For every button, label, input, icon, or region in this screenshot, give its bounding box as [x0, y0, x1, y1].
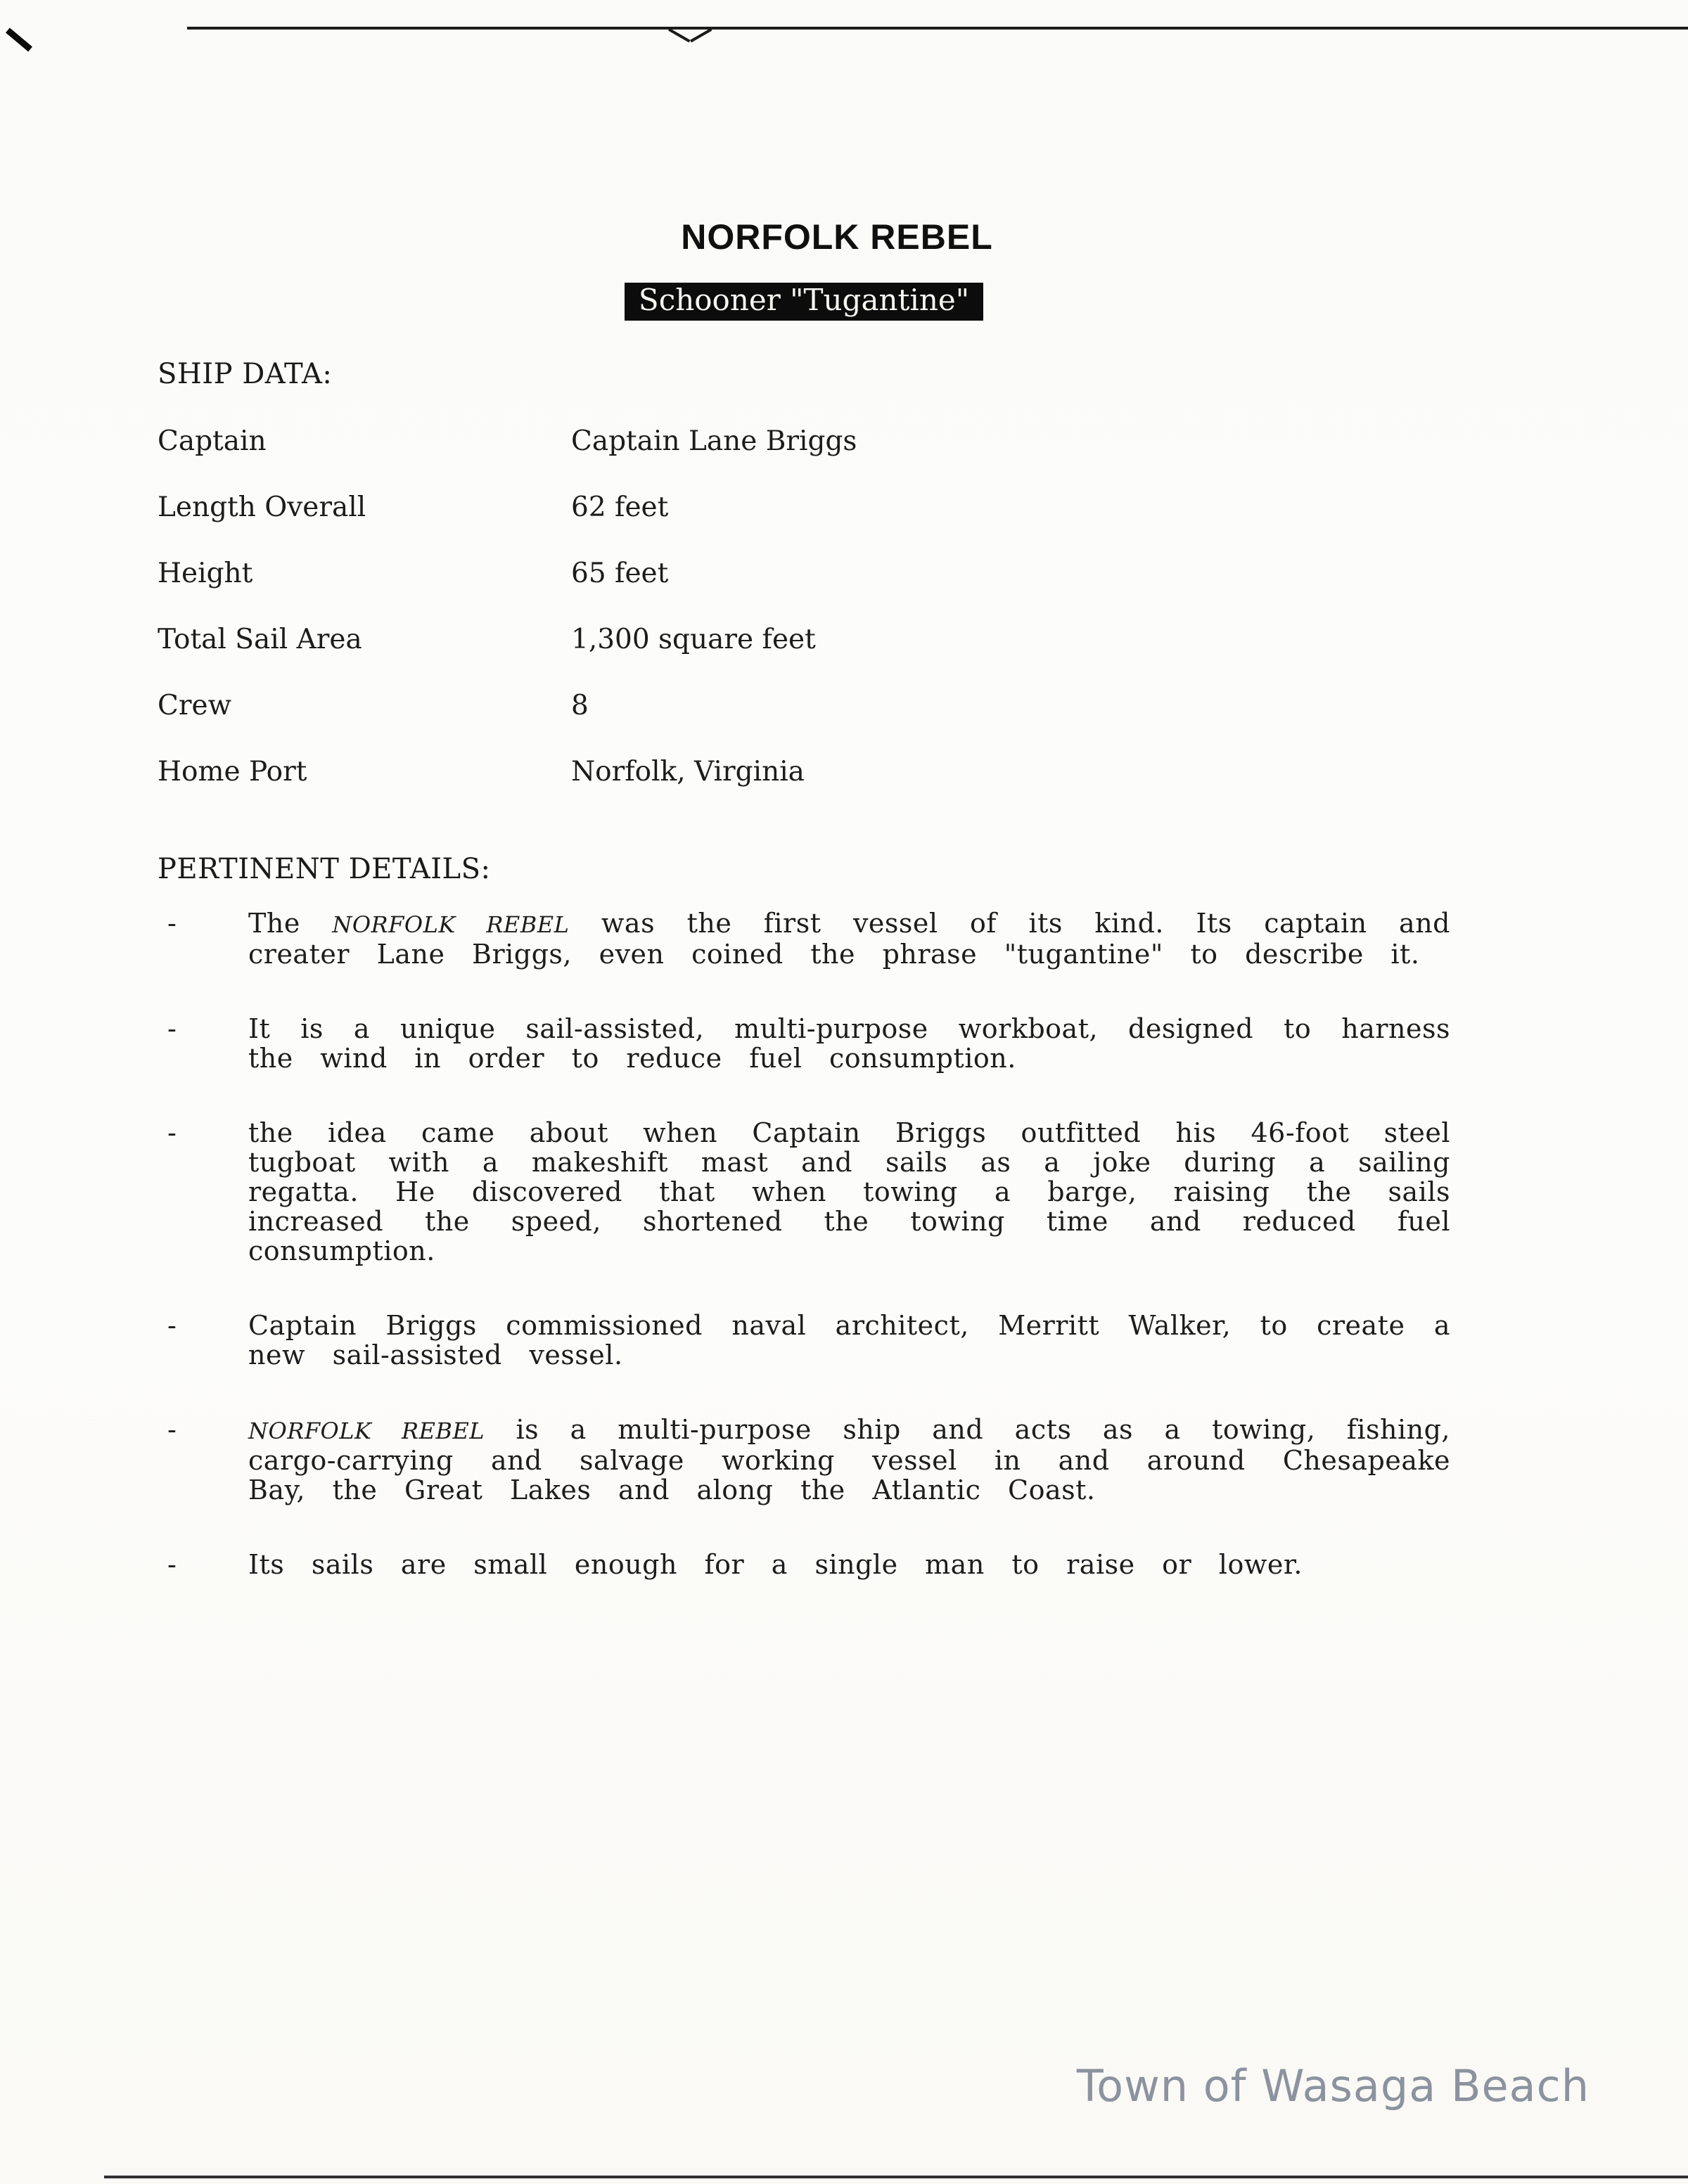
bullet-dash: -: [167, 1117, 177, 1148]
detail-item: [158, 1311, 1450, 1370]
scan-artifact-top-line: [187, 27, 1688, 30]
ship-data-value: 8: [571, 690, 589, 721]
scan-artifact-notch: [668, 28, 690, 42]
ship-data-value: 65 feet: [571, 558, 669, 589]
bullet-dash: -: [167, 1549, 177, 1580]
ship-data-label: Total Sail Area: [158, 624, 362, 655]
detail-item: [158, 1014, 1450, 1073]
detail-text: It is a unique sail-assisted, multi-purpose workboat, designed to harness the wind in order to reduce fuel consumption.: [248, 1013, 1450, 1074]
detail-text: Its sails are small enough for a single man to raise or lower.: [248, 1549, 1303, 1580]
ship-data-row: [158, 690, 1450, 721]
scan-artifact-bottom-line: [104, 2176, 1688, 2178]
ship-data-value: Norfolk, Virginia: [571, 756, 805, 788]
document-subtitle: Schooner "Tugantine": [625, 283, 983, 321]
detail-item: [158, 908, 1450, 969]
detail-item: [158, 1415, 1450, 1505]
ship-data-label: Captain: [158, 425, 267, 457]
bullet-dash: -: [167, 1310, 177, 1341]
bullet-dash: -: [167, 1414, 177, 1445]
detail-item: [158, 1550, 1450, 1579]
bullet-dash: -: [167, 1013, 177, 1044]
scan-artifact-corner: [6, 28, 32, 52]
ship-data-row: [158, 757, 1450, 788]
detail-text: NORFOLK REBEL is a multi-purpose ship and acts as a towing, fishing, cargo-carrying and salvage working vessel in and around Chesapeake Bay, the Great Lakes and along the Atlantic Coast.: [248, 1414, 1450, 1505]
watermark-text: Town of Wasaga Beach: [1076, 2060, 1590, 2112]
ship-data-row: [158, 624, 1450, 655]
ship-name-italic: NORFOLK REBEL: [332, 911, 570, 938]
ship-data-label: Home Port: [158, 756, 307, 788]
bullet-dash: -: [167, 908, 177, 939]
ship-name-italic: NORFOLK REBEL: [248, 1418, 485, 1444]
detail-text: Captain Briggs commissioned naval architect, Merritt Walker, to create a new sail-assisted vessel.: [248, 1310, 1450, 1370]
pertinent-details-heading: PERTINENT DETAILS:: [158, 853, 491, 885]
ship-data-value: Captain Lane Briggs: [571, 425, 857, 457]
ship-data-row: [158, 492, 1450, 523]
ship-data-heading: SHIP DATA:: [158, 358, 333, 390]
ship-data-label: Height: [158, 558, 253, 589]
details-list: [158, 908, 1450, 1579]
detail-text: The NORFOLK REBEL was the first vessel of its kind. Its captain and creater Lane Briggs, even coined the phrase "tugantine" to describe it.: [248, 908, 1451, 970]
ship-data-table: [158, 426, 1450, 788]
ship-data-row: [158, 558, 1450, 589]
detail-text: the idea came about when Captain Briggs outfitted his 46-foot steel tugboat with a makeshift mast and sails as a joke during a sailing regatta. He discovered that when towing a barge, raising the sails increased the speed, shortened the towing time and reduced fuel consumption.: [248, 1117, 1450, 1266]
detail-item: [158, 1118, 1450, 1266]
ship-data-value: 62 feet: [571, 492, 669, 523]
ship-data-label: Length Overall: [158, 492, 366, 523]
ship-data-row: [158, 426, 1450, 457]
ship-data-value: 1,300 square feet: [571, 624, 816, 655]
ship-data-label: Crew: [158, 690, 231, 721]
document-body: [158, 358, 1450, 1579]
document-title: NORFOLK REBEL: [681, 217, 993, 257]
scan-artifact-notch: [690, 28, 712, 42]
subtitle-row: [0, 283, 1608, 321]
